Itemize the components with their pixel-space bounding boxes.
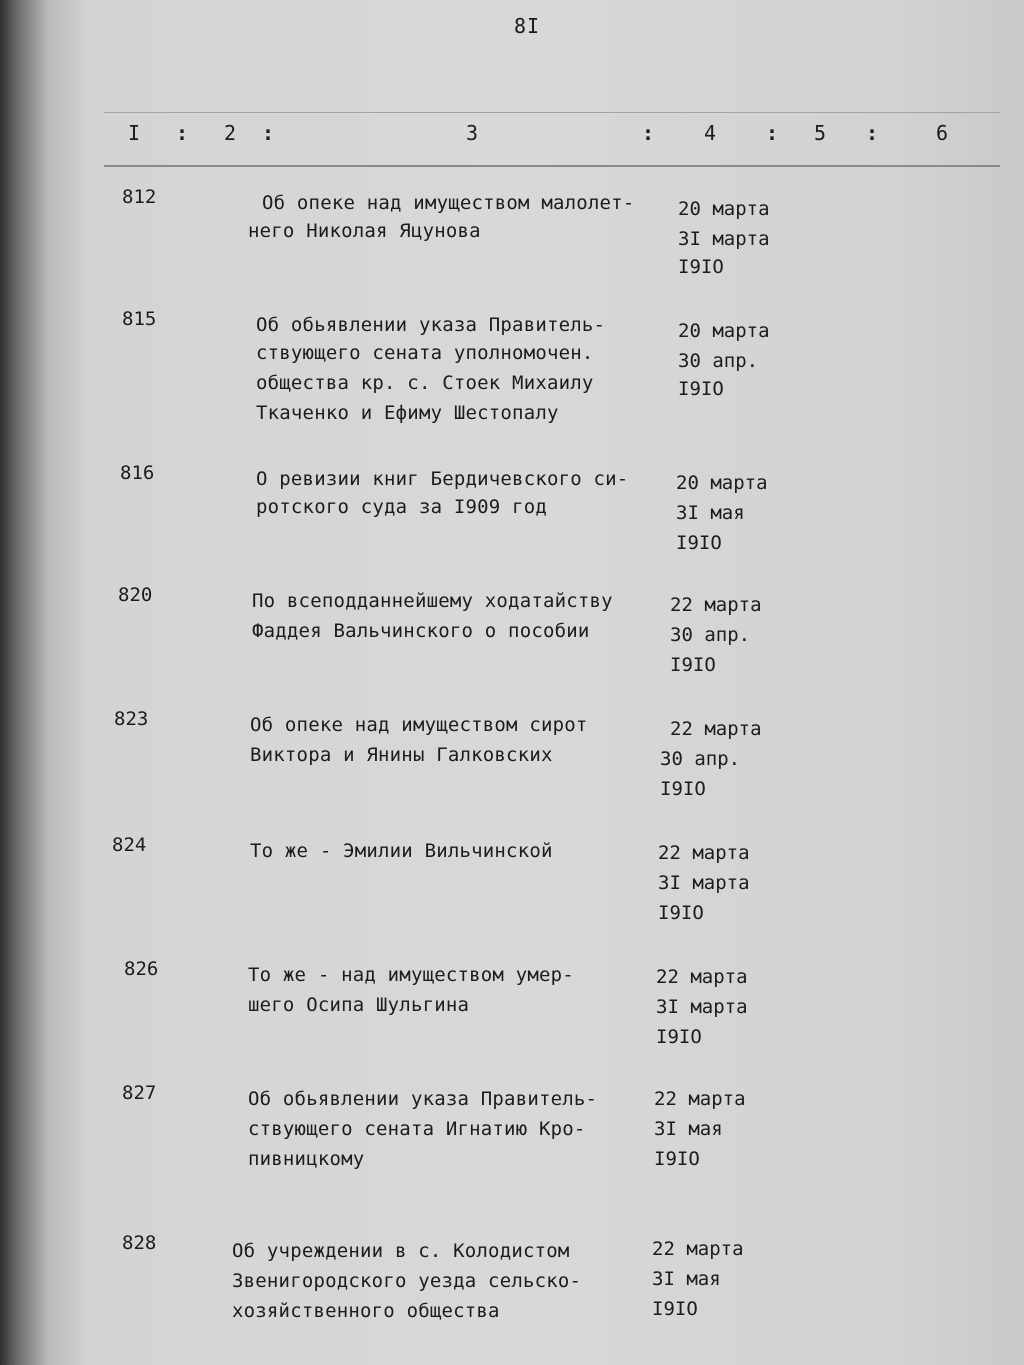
- column-header-3: 3: [466, 121, 479, 145]
- register-entry: [0, 308, 1024, 428]
- entry-year: I9IO: [670, 654, 716, 676]
- column-separator: :: [176, 121, 189, 145]
- entry-title-line: Об опеке над имуществом сирот: [250, 714, 588, 736]
- register-entry: [0, 834, 1024, 954]
- entry-date-end: 30 апр.: [660, 748, 741, 770]
- column-header-row: [104, 112, 1000, 167]
- column-header-5: 5: [814, 121, 827, 145]
- column-separator: :: [642, 121, 655, 145]
- entry-number: 828: [122, 1232, 157, 1254]
- entry-year: I9IO: [660, 778, 706, 800]
- entry-date-end: 3I мая: [654, 1118, 723, 1140]
- entry-number: 826: [124, 958, 159, 980]
- entry-title-line: Фаддея Вальчинского о пособии: [252, 620, 590, 642]
- entry-title-line: Об опеке над имуществом малолет-: [262, 192, 635, 214]
- register-entry: [0, 462, 1024, 582]
- entry-year: I9IO: [654, 1148, 700, 1170]
- entry-date-start: 22 марта: [658, 842, 750, 864]
- register-entry: [0, 584, 1024, 704]
- entry-title-line: хозяйственного общества: [232, 1300, 500, 1322]
- entry-title-line: Об обьявлении указа Правитель-: [256, 314, 606, 336]
- entry-date-start: 20 марта: [678, 198, 770, 220]
- register-entry: [0, 186, 1024, 306]
- entry-date-start: 22 марта: [654, 1088, 746, 1110]
- entry-date-end: 3I мая: [676, 502, 745, 524]
- entry-date-start: 20 марта: [678, 320, 770, 342]
- entry-year: I9IO: [676, 532, 722, 554]
- entry-title-line: То же - над имуществом умер-: [248, 964, 574, 986]
- column-separator: :: [262, 121, 275, 145]
- entry-title-line: Об учреждении в с. Колодистом: [232, 1240, 570, 1262]
- entry-year: I9IO: [678, 378, 724, 400]
- entry-title-line: Виктора и Янины Галковских: [250, 744, 553, 766]
- register-entry: [0, 958, 1024, 1078]
- register-entry: [0, 708, 1024, 828]
- entry-title-line: О ревизии книг Бердичевского си-: [256, 468, 629, 490]
- entry-number: 827: [122, 1082, 157, 1104]
- entry-number: 820: [118, 584, 153, 606]
- column-header-6: 6: [936, 121, 949, 145]
- register-entry: [0, 1082, 1024, 1202]
- column-header-1: I: [128, 121, 141, 145]
- entry-title-line: шего Осипа Шульгина: [248, 994, 470, 1016]
- entry-date-end: 30 апр.: [678, 350, 759, 372]
- entry-date-end: 3I марта: [678, 228, 770, 250]
- entry-date-end: 3I мая: [652, 1268, 721, 1290]
- entry-title-line: ротского суда за I909 год: [256, 496, 547, 518]
- entry-date-start: 20 марта: [676, 472, 768, 494]
- entry-title-line: пивницкому: [248, 1148, 365, 1170]
- entry-title-line: ствующего сената уполномочен.: [256, 342, 594, 364]
- page-number: 8I: [514, 14, 541, 38]
- entry-date-start: 22 марта: [652, 1238, 744, 1260]
- entry-date-end: 3I марта: [658, 872, 750, 894]
- column-header-2: 2: [224, 121, 237, 145]
- entry-title-line: Звенигородского уезда сельско-: [232, 1270, 582, 1292]
- entry-number: 815: [122, 308, 157, 330]
- column-separator: :: [866, 121, 879, 145]
- entry-title-line: общества кр. с. Стоек Михаилу: [256, 372, 594, 394]
- entry-number: 824: [112, 834, 147, 856]
- entry-title-line: него Николая Яцунова: [248, 220, 481, 242]
- entry-title-line: По всеподданнейшему ходатайству: [252, 590, 613, 612]
- entry-date-start: 22 марта: [670, 594, 762, 616]
- entry-date-start: 22 марта: [656, 966, 748, 988]
- entry-title-line: То же - Эмилии Вильчинской: [250, 840, 553, 862]
- entry-date-end: 30 апр.: [670, 624, 751, 646]
- entry-year: I9IO: [652, 1298, 698, 1320]
- entry-number: 812: [122, 186, 157, 208]
- entry-number: 816: [120, 462, 155, 484]
- entry-title-line: ствующего сената Игнатию Кро-: [248, 1118, 586, 1140]
- entry-title-line: Об обьявлении указа Правитель-: [248, 1088, 598, 1110]
- entry-date-end: 3I марта: [656, 996, 748, 1018]
- register-entry: [0, 1232, 1024, 1352]
- entry-year: I9IO: [658, 902, 704, 924]
- entry-year: I9IO: [656, 1026, 702, 1048]
- entry-year: I9IO: [678, 256, 724, 278]
- entry-number: 823: [114, 708, 149, 730]
- entry-title-line: Ткаченко и Ефиму Шестопалу: [256, 402, 559, 424]
- entry-date-start: 22 марта: [670, 718, 762, 740]
- column-separator: :: [766, 121, 779, 145]
- column-header-4: 4: [704, 121, 717, 145]
